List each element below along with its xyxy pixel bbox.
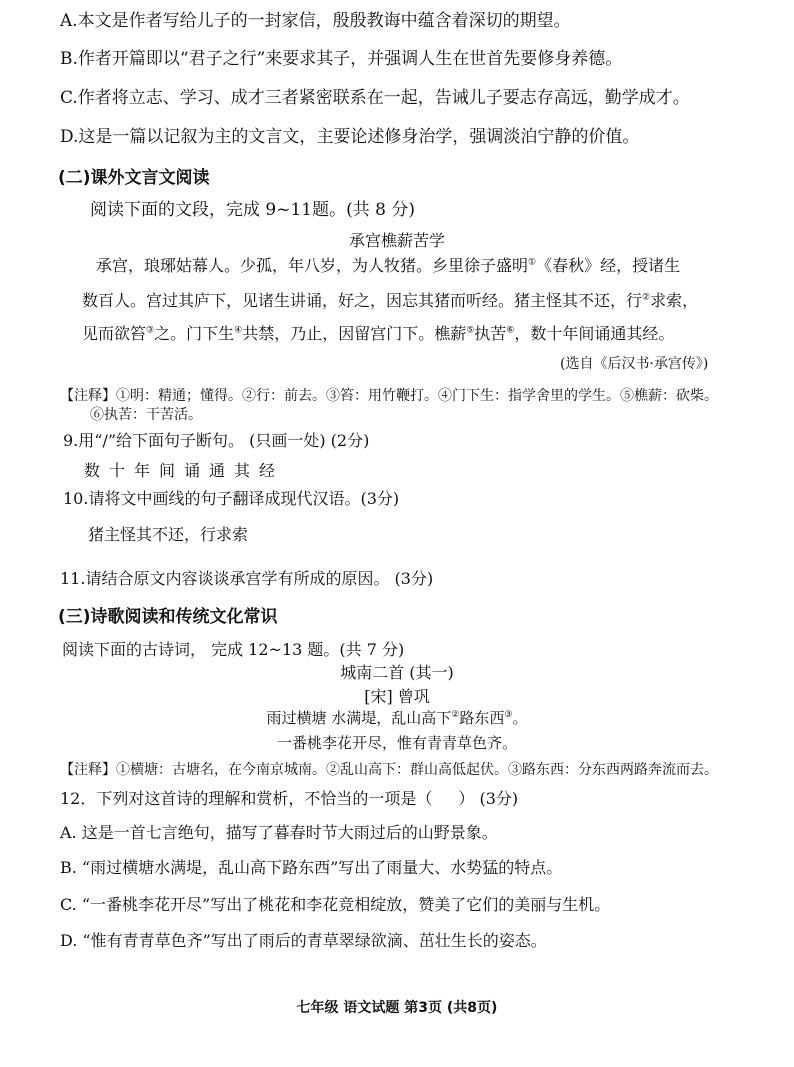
note-marker: ⑥ [506, 325, 515, 336]
section-instruction: 阅读下面的文段，完成 9~11题。(共 8 分) [90, 200, 415, 220]
passage-text: 见而欲笞 [82, 324, 147, 343]
section-heading-classical-reading: (二)课外文言文阅读 [58, 168, 210, 188]
question-12-text: 12．下列对这首诗的理解和赏析，不恰当的一项是（ [60, 789, 433, 808]
option-d-q8: D.这是一篇以记叙为主的文言文，主要论述修身治学，强调淡泊宁静的价值。 [60, 127, 640, 147]
note-marker: ⑤ [466, 325, 475, 336]
passage-text: ，数十年间诵通其经。 [514, 324, 675, 343]
passage-title: 承宫樵薪苦学 [348, 231, 445, 250]
poem-title: 城南二首 (其一) [340, 663, 454, 682]
passage-source: (选自《后汉书·承宫传》) [560, 356, 709, 372]
question-9-sentence: 数十年间诵通其经 [84, 461, 285, 480]
question-12-score: ） (3分) [458, 789, 519, 808]
passage-text: 之。门下生 [154, 324, 235, 343]
note-marker: ① [528, 257, 537, 268]
question-12 [60, 786, 518, 809]
poem-author: [宋] 曾巩 [364, 687, 430, 706]
option-a-q8: A.本文是作者写给儿子的一封家信，殷殷教诲中蕴含着深切的期望。 [60, 11, 571, 31]
question-10: 10.请将文中画线的句子翻译成现代汉语。(3分) [63, 489, 400, 508]
passage-text: 求索， [650, 291, 699, 310]
question-10-sentence: 猪主怪其不还，行求索 [88, 525, 249, 544]
passage-text: 共禁，乃止，因留宫门下。樵薪 [242, 324, 467, 343]
option-b-q12: B. “雨过横塘水满堤，乱山高下路东西”写出了雨量大、水势猛的特点。 [60, 858, 563, 877]
note-marker: ② [451, 710, 460, 720]
question-9: 9.用“/”给下面句子断句。 (只画一处) (2分) [63, 431, 370, 450]
passage-line-1 [96, 253, 680, 276]
note-marker: ④ [234, 325, 243, 336]
option-c-q8: C.作者将立志、学习、成才三者紧密联系在一起，告诫儿子要志存高远，勤学成才。 [60, 88, 690, 108]
passage-text: 数百人。宫过其庐下，见诸生讲诵，好之，因忘其猪而听经。猪主怪其不还，行 [82, 291, 643, 310]
poem-text: 雨过横塘 水满堤，乱山高下 [266, 709, 452, 727]
note-marker: ② [642, 292, 651, 303]
option-c-q12: C. “一番桃李花开尽”写出了桃花和李花竞相绽放，赞美了它们的美丽与生机。 [60, 895, 611, 914]
note-marker: ③ [146, 325, 155, 336]
poem-text: 路东西 [459, 709, 505, 727]
page-footer: 七年级 语文试题 第3页 (共8页) [296, 1000, 498, 1016]
option-b-q8: B.作者开篇即以“君子之行”来要求其子，并强调人生在世首先要修身养德。 [60, 49, 623, 69]
passage-text: 承宫，琅琊姑幕人。少孤，年八岁，为人牧猪。乡里徐子盛明 [96, 256, 529, 275]
passage-line-3 [82, 321, 674, 344]
poem-notes: 【注释】①横塘：古塘名，在今南京城南。②乱山高下：群山高低起伏。③路东西：分东西两路奔流而去。 [60, 762, 718, 778]
section-heading-poetry: (三)诗歌阅读和传统文化常识 [58, 607, 278, 627]
section-instruction: 阅读下面的古诗词， 完成 12~13 题。(共 7 分) [62, 640, 405, 659]
passage-notes-line-2: ⑥执苦：干苦活。 [90, 407, 202, 423]
question-11: 11.请结合原文内容谈谈承宫学有所成的原因。 (3分) [60, 569, 434, 588]
option-a-q12: A. 这是一首七言绝句，描写了暮春时节大雨过后的山野景象。 [60, 823, 498, 842]
passage-notes-line-1: 【注释】①明：精通；懂得。②行：前去。③笞：用竹鞭打。④门下生：指学舍里的学生。⑤樵薪：砍柴。 [60, 388, 718, 404]
note-marker: ③ [504, 710, 513, 720]
poem-line-1 [0, 707, 794, 728]
option-d-q12: D. “惟有青青草色齐”写出了雨后的青草翠绿欲滴、茁壮生长的姿态。 [60, 931, 547, 950]
poem-text: 。 [512, 709, 528, 727]
passage-text: 执苦 [474, 324, 507, 343]
passage-line-2 [82, 288, 698, 311]
passage-text: 《春秋》经，授诸生 [536, 256, 681, 275]
poem-line-2: 一番桃李花开尽，惟有青青草色齐。 [276, 734, 517, 752]
